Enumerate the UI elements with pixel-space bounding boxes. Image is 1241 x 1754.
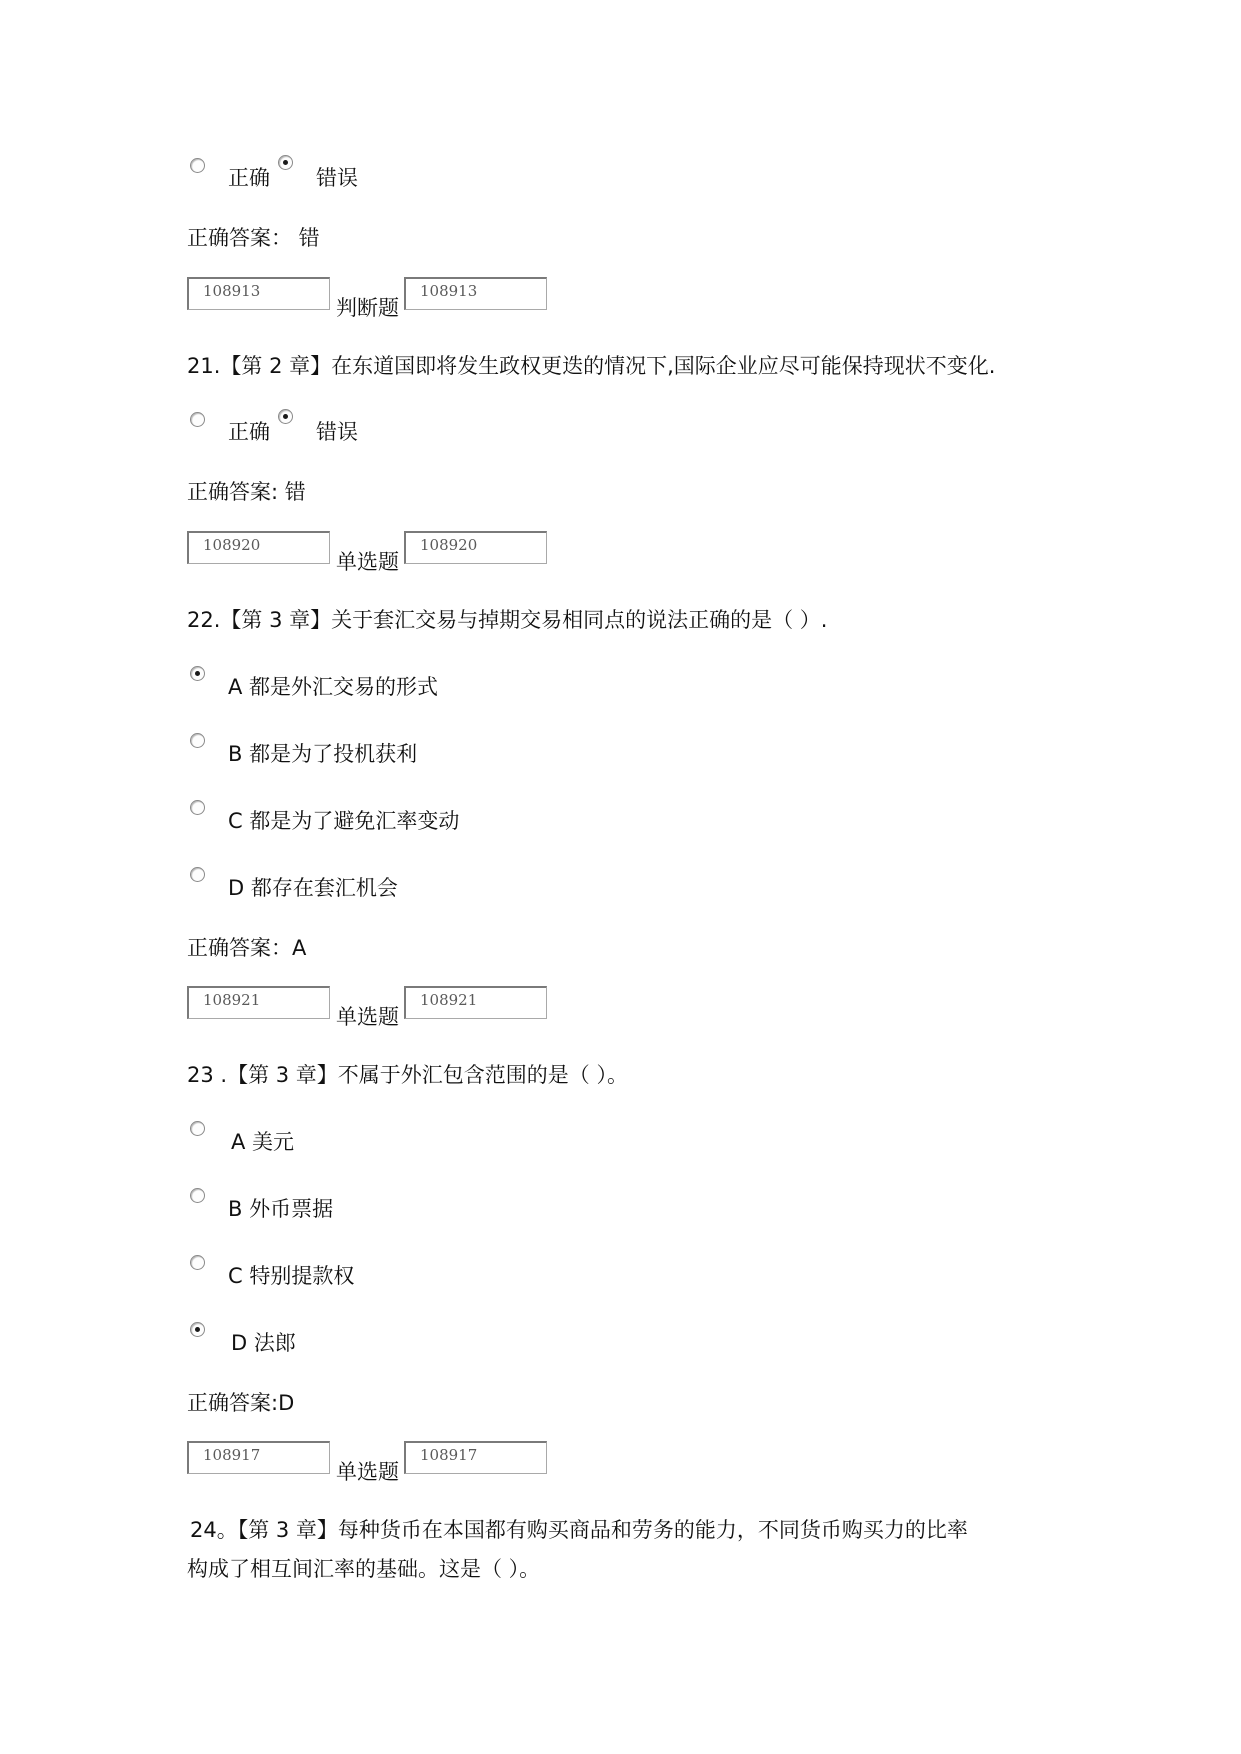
q22-radio-b[interactable]: [190, 733, 205, 748]
q24-question-line-1: 24。【第 3 章】每种货币在本国都有购买商品和劳务的能力，不同货币购买力的比率: [190, 1518, 968, 1542]
q23-id-field-right[interactable]: 108917: [404, 1441, 547, 1474]
q21-radio-correct[interactable]: [190, 412, 205, 427]
q22-id-field-left[interactable]: 108921: [187, 986, 330, 1019]
q23-option-c-label: C 特别提款权: [228, 1264, 355, 1288]
q22-type-label: 单选题: [336, 1005, 399, 1029]
q21-answer: 正确答案: 错: [187, 480, 306, 504]
q21-option-correct-label: 正确: [228, 420, 270, 444]
q22-radio-a[interactable]: [190, 666, 205, 681]
q20-radio-correct[interactable]: [190, 158, 205, 173]
q22-option-d-label: D 都存在套汇机会: [228, 876, 398, 900]
q23-type-label: 单选题: [336, 1460, 399, 1484]
q20-type-label: 判断题: [336, 296, 399, 320]
q22-option-b-label: B 都是为了投机获利: [228, 742, 418, 766]
q23-option-d-label: D 法郎: [231, 1331, 296, 1355]
q21-question: 21.【第 2 章】在东道国即将发生政权更迭的情况下,国际企业应尽可能保持现状不变化.: [187, 354, 996, 378]
q23-question: 23 .【第 3 章】不属于外汇包含范围的是（ ）。: [187, 1063, 628, 1087]
q22-question: 22.【第 3 章】关于套汇交易与掉期交易相同点的说法正确的是（ ）.: [187, 608, 828, 632]
q23-option-b-label: B 外币票据: [228, 1197, 334, 1221]
q20-id-field-right[interactable]: 108913: [404, 277, 547, 310]
q21-type-label: 单选题: [336, 550, 399, 574]
q21-radio-wrong[interactable]: [278, 409, 293, 424]
q21-option-wrong-label: 错误: [316, 420, 358, 444]
q22-radio-c[interactable]: [190, 800, 205, 815]
q22-answer: 正确答案：A: [187, 936, 307, 960]
q23-id-field-left[interactable]: 108917: [187, 1441, 330, 1474]
q21-id-field-left[interactable]: 108920: [187, 531, 330, 564]
q24-question-line-2: 构成了相互间汇率的基础。这是（ ）。: [187, 1557, 541, 1581]
q22-radio-d[interactable]: [190, 867, 205, 882]
q23-radio-c[interactable]: [190, 1255, 205, 1270]
q22-option-a-label: A 都是外汇交易的形式: [228, 675, 439, 699]
q23-radio-b[interactable]: [190, 1188, 205, 1203]
q20-option-wrong-label: 错误: [316, 166, 358, 190]
q22-id-field-right[interactable]: 108921: [404, 986, 547, 1019]
q23-option-a-label: A 美元: [231, 1130, 295, 1154]
q20-answer: 正确答案： 错: [187, 226, 320, 250]
q23-radio-d[interactable]: [190, 1322, 205, 1337]
q21-id-field-right[interactable]: 108920: [404, 531, 547, 564]
q23-answer: 正确答案:D: [187, 1391, 295, 1415]
q22-option-c-label: C 都是为了避免汇率变动: [228, 809, 460, 833]
q20-option-correct-label: 正确: [228, 166, 270, 190]
q20-id-field-left[interactable]: 108913: [187, 277, 330, 310]
q23-radio-a[interactable]: [190, 1121, 205, 1136]
q20-radio-wrong[interactable]: [278, 155, 293, 170]
